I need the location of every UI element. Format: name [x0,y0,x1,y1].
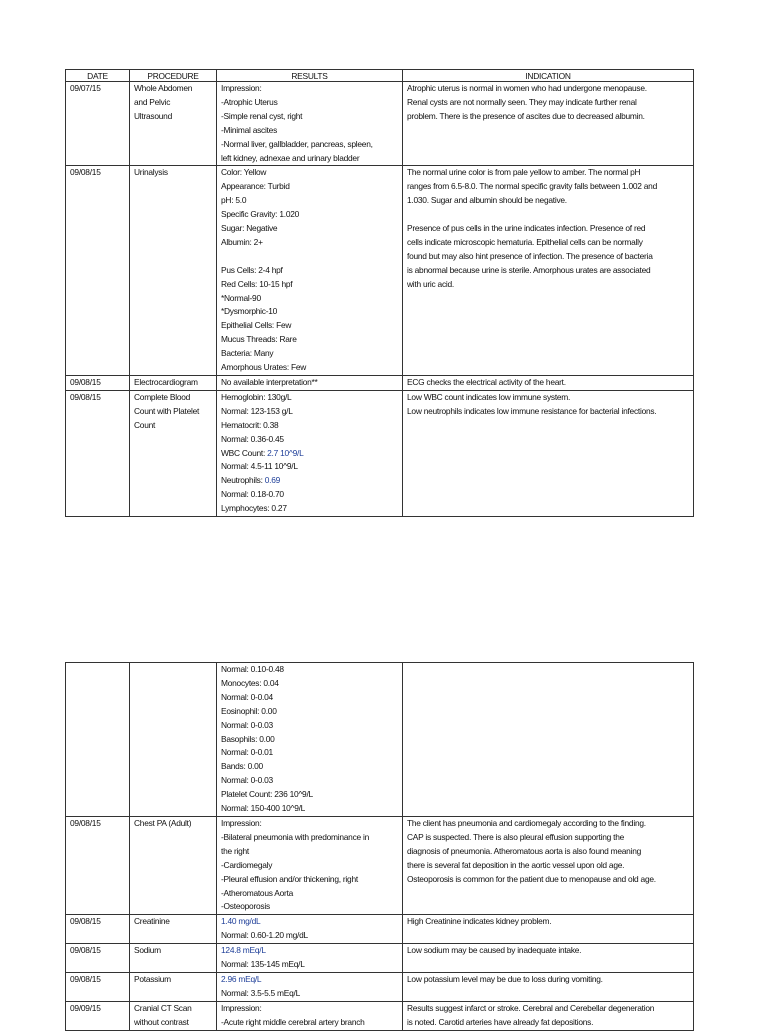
table-row [66,816,694,914]
table-row [66,972,694,1001]
procedure-cell [130,816,217,914]
result-line: Normal: 0.18-0.70 [221,489,284,500]
cell-line: Bacteria: Many [221,348,274,359]
cell-line: Bands: 0.00 [221,761,263,772]
cell-line: Potassium [134,973,171,984]
date-text: 09/08/15 [70,377,101,388]
date-cell [66,915,130,944]
cell-line: *Normal-90 [221,292,261,303]
cell-line: Renal cysts are not normally seen. They may indicate further renal [407,96,637,107]
cell-line: -Minimal ascites [221,124,278,135]
cell-line: Electrocardiogram [134,377,198,388]
indication-cell [403,816,694,914]
cell-line: with uric acid. [407,278,454,289]
result-line: Hemoglobin: 130g/L [221,391,292,402]
cell-line: Monocytes: 0.04 [221,677,279,688]
procedure-cell [130,82,217,166]
cell-line: Urinalysis [134,167,168,178]
cell-line: Low sodium may be caused by inadequate intake. [407,945,582,956]
date-cell [66,972,130,1001]
date-text: 09/08/15 [70,167,101,178]
table-row [66,390,694,516]
cell-line: Epithelial Cells: Few [221,320,292,331]
cell-line: Low potassium level may be due to loss during vomiting. [407,973,603,984]
cell-line: -Osteoporosis [221,901,270,912]
date-cell [66,944,130,973]
cell-line: problem. There is the presence of ascites due to decreased albumin. [407,110,645,121]
table-row [66,376,694,391]
result-line: Lymphocytes: 0.27 [221,503,287,514]
date-text: 09/07/15 [70,83,101,93]
header-procedure: PROCEDURE [130,70,217,82]
results-cell [217,816,403,914]
table-row [66,944,694,973]
cell-line: Osteoporosis is common for the patient due to menopause and old age. [407,873,656,884]
indication-cell [403,82,694,166]
cell-line: Whole Abdomen [134,83,193,93]
cell-line: pH: 5.0 [221,195,247,206]
procedure-cell [130,1001,217,1030]
cell-line: cells indicate microscopic hematuria. Epithelial cells can be normally [407,236,643,247]
results-cell [217,390,403,516]
blank-line [407,208,689,222]
cell-line: -Pleural effusion and/or thickening, right [221,873,358,884]
cell-line: Sodium [134,945,161,956]
cell-line: and Pelvic [134,96,171,107]
cell-line: found but may also hint presence of infection. The presence of bacteria [407,250,653,261]
cell-line: Chest PA (Adult) [134,817,192,828]
abnormal-value: 1.40 mg/dL [221,916,261,927]
result-line: Normal: 4.5-11 10^9/L [221,461,298,472]
procedure-cell [130,915,217,944]
cell-line: there is several fat deposition in the aortic vessel upon old age. [407,859,625,870]
cell-line: The normal urine color is from pale yellow to amber. The normal pH [407,167,641,178]
results-cell [217,972,403,1001]
cell-line: Platelet Count: 236 10^9/L [221,789,313,800]
cell-line: Normal: 0.10-0.48 [221,664,284,674]
results-cell [217,944,403,973]
cell-line: without contrast [134,1016,189,1027]
result-line [221,474,398,488]
abnormal-value: 2.7 10^9/L [267,447,304,458]
cell-line: Red Cells: 10-15 hpf [221,278,293,289]
results-cell [217,82,403,166]
indication-cell [403,1001,694,1030]
cell-line: left kidney, adnexae and urinary bladder [221,152,360,163]
procedure-cell [130,390,217,516]
table-row [66,166,694,376]
cell-line: Pus Cells: 2-4 hpf [221,264,283,275]
cell-line: Basophils: 0.00 [221,733,275,744]
date-text: 09/08/15 [70,945,101,956]
cell-line: the right [221,845,250,856]
cell-line: Eosinophil: 0.00 [221,705,277,716]
indication-cell [403,972,694,1001]
cell-line: ranges from 6.5-8.0. The normal specific gravity falls between 1.002 and [407,181,657,192]
result-line [221,944,398,958]
cell-line: -Normal liver, gallbladder, pancreas, spleen, [221,138,373,149]
lab-results-table-page-1 [65,69,694,517]
procedure-cell [130,663,217,817]
indication-cell [403,390,694,516]
cell-line: Results suggest infarct or stroke. Cerebral and Cerebellar degeneration [407,1002,655,1013]
date-cell [66,82,130,166]
date-cell [66,1001,130,1030]
abnormal-value: 2.96 mEq/L [221,973,262,984]
results-cell [217,663,403,817]
cell-line: Atrophic uterus is normal in women who had undergone menopause. [407,83,647,93]
cell-line: Presence of pus cells in the urine indicates infection. Presence of red [407,223,646,234]
results-cell [217,915,403,944]
indication-cell [403,376,694,391]
table-row [66,1001,694,1030]
cell-line: Amorphous Urates: Few [221,362,307,373]
result-line: Normal: 0.60-1.20 mg/dL [221,930,308,941]
indication-cell [403,166,694,376]
cell-line: Albumin: 2+ [221,236,263,247]
procedure-cell [130,944,217,973]
cell-line: Normal: 150-400 10^9/L [221,803,306,814]
results-cell [217,376,403,391]
cell-line: Count [134,419,156,430]
cell-line: Impression: [221,83,262,93]
date-text: 09/08/15 [70,916,101,927]
cell-line: Low neutrophils indicates low immune resistance for bacterial infections. [407,405,657,416]
header-results: RESULTS [217,70,403,82]
cell-line: Low WBC count indicates low immune system. [407,391,571,402]
indication-cell [403,663,694,817]
result-line [221,915,398,929]
cell-line: Ultrasound [134,110,173,121]
result-line: Normal: 135-145 mEq/L [221,959,305,970]
cell-line: Sugar: Negative [221,223,278,234]
result-line: Normal: 3.5-5.5 mEq/L [221,987,300,998]
date-cell [66,663,130,817]
cell-line: Impression: [221,1002,262,1013]
date-cell [66,166,130,376]
result-line: Hematocrit: 0.38 [221,419,279,430]
cell-line: Color: Yellow [221,167,267,178]
cell-line: Specific Gravity: 1.020 [221,209,300,220]
cell-line: Count with Platelet [134,405,200,416]
results-cell [217,166,403,376]
cell-line: Cranial CT Scan [134,1002,192,1013]
date-text: 09/08/15 [70,391,101,402]
date-text: 09/09/15 [70,1002,101,1013]
procedure-cell [130,376,217,391]
result-line: Normal: 0.36-0.45 [221,433,284,444]
cell-line: -Atheromatous Aorta [221,887,294,898]
result-line: Normal: 123-153 g/L [221,405,293,416]
cell-line: ECG checks the electrical activity of the heart. [407,377,566,388]
date-text: 09/08/15 [70,973,101,984]
table-row [66,663,694,817]
header-indication: INDICATION [403,70,694,82]
cell-line: Normal: 0-0.01 [221,747,273,758]
cell-line: No available interpretation** [221,377,318,388]
cell-line: Mucus Threads: Rare [221,334,297,345]
table-row [66,82,694,166]
cell-line: Normal: 0-0.03 [221,719,273,730]
cell-line: -Atrophic Uterus [221,96,278,107]
cell-line: High Creatinine indicates kidney problem. [407,916,552,927]
result-line [221,447,398,461]
indication-cell [403,915,694,944]
procedure-cell [130,972,217,1001]
result-label: WBC Count: [221,447,268,458]
cell-line: Normal: 0-0.03 [221,775,273,786]
cell-line: is abnormal because urine is sterile. Amorphous urates are associated [407,264,651,275]
cell-line: Creatinine [134,916,170,927]
abnormal-value: 0.69 [264,475,281,486]
cell-line: Impression: [221,817,262,828]
cell-line: *Dysmorphic-10 [221,306,278,317]
date-cell [66,376,130,391]
procedure-cell [130,166,217,376]
date-cell [66,390,130,516]
results-cell [217,1001,403,1030]
blank-line [221,250,398,264]
table-header-row [66,70,694,82]
cell-line: -Acute right middle cerebral artery branch [221,1016,365,1027]
cell-line: diagnosis of pneumonia. Atheromatous aorta is also found meaning [407,845,642,856]
header-date: DATE [66,70,130,82]
cell-line: Complete Blood [134,391,191,402]
result-label: Neutrophils: [221,475,265,486]
cell-line: Normal: 0-0.04 [221,691,273,702]
cell-line: Appearance: Turbid [221,181,290,192]
cell-line: The client has pneumonia and cardiomegaly according to the finding. [407,817,646,828]
lab-results-table-page-2 [65,662,694,1031]
abnormal-value: 124.8 mEq/L [221,945,266,956]
cell-line: CAP is suspected. There is also pleural effusion supporting the [407,831,625,842]
result-line [221,973,398,987]
cell-line: 1.030. Sugar and albumin should be negative. [407,195,567,206]
cell-line: -Bilateral pneumonia with predominance in [221,831,370,842]
date-text: 09/08/15 [70,817,101,828]
cell-line: is noted. Carotid arteries have already fat depositions. [407,1016,594,1027]
cell-line: -Simple renal cyst, right [221,110,303,121]
indication-cell [403,944,694,973]
date-cell [66,816,130,914]
table-row [66,915,694,944]
cell-line: -Cardiomegaly [221,859,273,870]
